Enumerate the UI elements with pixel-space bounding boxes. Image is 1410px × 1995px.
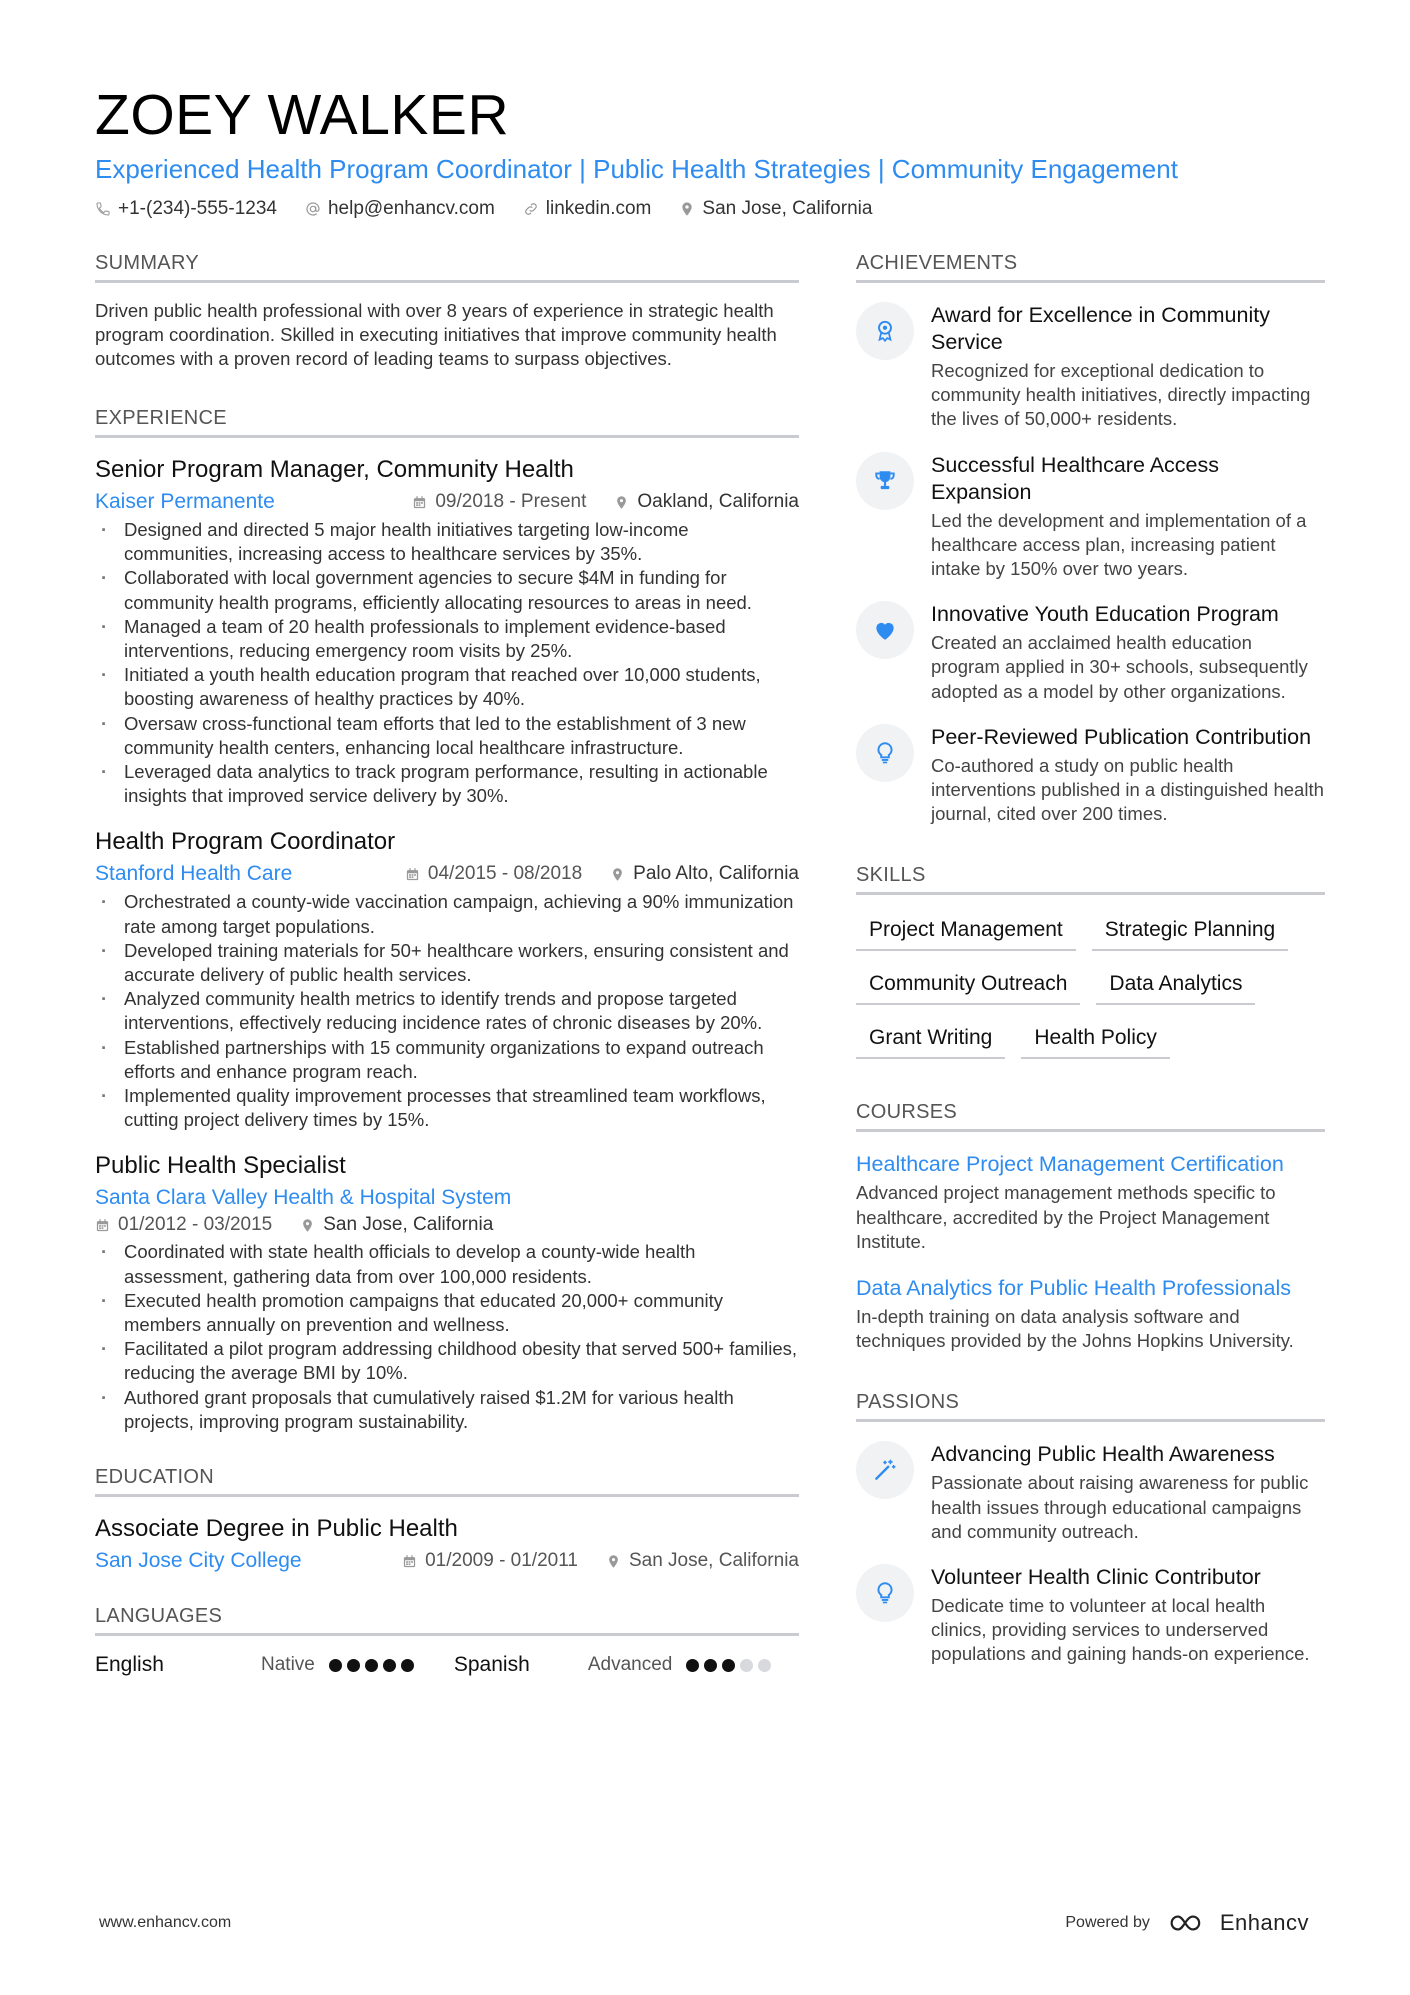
contact-linkedin[interactable] [523,196,652,222]
section-title: LANGUAGES [95,1603,799,1636]
achievement-body [931,452,1325,582]
job-meta [95,1184,799,1212]
education-dates-text: 01/2009 - 01/2011 [425,1550,578,1572]
location-pin-icon [610,867,625,882]
right-column [856,250,1325,1701]
bullet-item: · Collaborated with local government agencies to secure $4M in funding for community health programs, efficiently allocating resources to areas in need. [95,566,799,614]
education-meta [95,1547,799,1575]
languages-row [95,1650,799,1680]
language-name: English [95,1653,164,1677]
brand-name: Enhancv [1219,1910,1309,1935]
achievement-item [856,302,1325,432]
course-desc: Advanced project management methods specific to healthcare, accredited by the Project Management Institute. [856,1182,1276,1252]
award-icon [856,302,914,360]
phone-icon [95,201,111,217]
skill-tag: Project Management [856,913,1076,951]
job-dates-text: 04/2015 - 08/2018 [427,863,583,885]
job-title: Public Health Specialist [95,1152,346,1180]
calendar-icon [405,867,420,882]
job-entry [95,1150,799,1434]
contact-bar [95,196,1325,222]
bullet-item: · Developed training materials for 50+ healthcare workers, ensuring consistent and accurate delivery of public health services. [95,939,799,987]
enhancv-logo-icon [1168,1912,1212,1934]
section-title: PASSIONS [856,1389,1325,1422]
linkedin-text: linkedin.com [545,198,652,219]
course-desc: In-depth training on data analysis software and techniques provided by the Johns Hopkins University. [856,1306,1294,1352]
rating-dot-filled [347,1659,360,1672]
education-location [606,1547,799,1575]
contact-email[interactable] [305,196,495,222]
brand-logo[interactable] [1168,1910,1309,1936]
contact-location [679,196,872,222]
achievement-title: Award for Excellence in Community Service [931,303,1270,354]
job-location [610,860,799,888]
link-icon [523,201,539,217]
education-section [95,1464,799,1575]
passion-body [931,1441,1325,1544]
job-location [300,1212,493,1238]
section-title: SUMMARY [95,250,799,283]
job-dates [412,488,586,516]
powered-by [1065,1910,1309,1936]
page-footer [99,1910,1309,1936]
language-name: Spanish [453,1653,530,1677]
job-meta [95,860,799,888]
calendar-icon [412,495,427,510]
bullet-item: · Implemented quality improvement processes that streamlined team workflows, cutting project delivery times by 15%. [95,1084,799,1132]
section-title: EDUCATION [95,1464,799,1497]
passion-item [856,1441,1325,1544]
skill-tag: Strategic Planning [1092,913,1288,951]
job-meta-right [95,1212,799,1238]
courses-section [856,1099,1325,1353]
candidate-headline: Experienced Health Program Coordinator | Public Health Strategies | Community Engagement [95,154,1178,184]
achievement-item [856,724,1325,827]
job-title: Health Program Coordinator [95,828,396,856]
section-title: SKILLS [856,862,1325,895]
bullet-item: · Designed and directed 5 major health initiatives targeting low-income communities, increasing access to healthcare services by 35%. [95,518,799,566]
job-company: Kaiser Permanente [95,490,275,513]
job-location-text: Oakland, California [637,491,799,512]
achievement-desc: Recognized for exceptional dedication to community health initiatives, directly impacting the lives of 50,000+ residents. [931,360,1311,430]
job-bullets [95,890,799,1132]
rating-dot-empty [740,1659,753,1672]
bullet-item: · Leveraged data analytics to track program performance, resulting in actionable insights that improved service delivery by 30%. [95,760,799,808]
language-rating [329,1659,414,1672]
language-level: Advanced [587,1654,673,1676]
bullet-item: · Executed health promotion campaigns that educated 20,000+ community members annually on prevention and wellness. [95,1289,799,1337]
skill-tag: Community Outreach [856,967,1080,1005]
passion-desc: Passionate about raising awareness for public health issues through educational campaigns and community outreach. [931,1472,1309,1542]
calendar-icon [95,1218,110,1233]
skills-section [856,862,1325,1059]
job-location-text: Palo Alto, California [633,863,799,885]
achievement-title: Successful Healthcare Access Expansion [931,452,1219,504]
bullet-item: · Oversaw cross-functional team efforts that led to the establishment of 3 new community health centers, enhancing local healthcare infrastructure. [95,712,799,760]
job-company: Santa Clara Valley Health & Hospital System [95,1186,512,1210]
location-pin-icon [679,201,695,217]
languages-section [95,1603,799,1680]
achievement-desc: Co-authored a study on public health interventions published in a distinguished health journal, cited over 200 times. [931,754,1324,825]
rating-dot-empty [758,1659,771,1672]
job-title: Senior Program Manager, Community Health [95,456,574,483]
course-item [856,1150,1325,1254]
contact-phone[interactable] [95,196,277,222]
education-dates [402,1547,578,1575]
achievement-item [856,601,1325,704]
magic-wand-icon [856,1441,914,1499]
job-meta-right [412,488,799,516]
location-pin-icon [614,495,629,510]
rating-dot-filled [383,1659,396,1672]
location-text: San Jose, California [702,198,873,219]
email-text: help@enhancv.com [327,198,495,219]
job-entry [95,454,799,808]
rating-dot-filled [686,1659,699,1672]
section-title: EXPERIENCE [95,405,799,438]
passion-body [931,1564,1325,1667]
resume-header [95,82,1325,222]
job-bullets [95,1240,799,1434]
achievements-section [856,250,1325,826]
course-title: Data Analytics for Public Health Professionals [856,1276,1291,1301]
course-title: Healthcare Project Management Certification [856,1152,1284,1177]
achievement-title: Peer-Reviewed Publication Contribution [931,724,1312,749]
bullet-item: · Facilitated a pilot program addressing childhood obesity that served 500+ families, reducing the average BMI by 10%. [95,1337,799,1385]
bullet-item: · Initiated a youth health education program that reached over 10,000 students, boosting awareness of healthy practices by 40%. [95,663,799,711]
school-name: San Jose City College [95,1549,302,1573]
language-level: Native [261,1654,315,1676]
degree-title: Associate Degree in Public Health [95,1515,458,1543]
powered-by-label: Powered by [1065,1914,1150,1931]
education-location-text: San Jose, California [628,1550,799,1572]
location-pin-icon [606,1554,621,1569]
calendar-icon [402,1554,417,1569]
passions-section [856,1389,1325,1666]
heart-icon [856,601,914,659]
course-item [856,1274,1325,1353]
skill-tag: Grant Writing [856,1021,1005,1059]
bullet-item: · Established partnerships with 15 community organizations to expand outreach efforts and enhance program reach. [95,1036,799,1084]
achievement-body [931,601,1325,704]
passion-item [856,1564,1325,1667]
language-rating [686,1659,771,1672]
job-meta [95,488,799,516]
achievement-desc: Led the development and implementation of a healthcare access plan, increasing patient intake by 150% over two years. [931,509,1307,580]
job-bullets [95,518,799,808]
bullet-item: · Coordinated with state health officials to develop a county-wide health assessment, gathering data from over 100,000 residents. [95,1240,799,1288]
achievement-body [931,724,1325,827]
left-column [95,250,799,1714]
bullet-item: · Analyzed community health metrics to identify trends and propose targeted interventions, effectively reducing incidence rates of chronic diseases by 20%. [95,987,799,1035]
rating-dot-filled [365,1659,378,1672]
rating-dot-filled [401,1659,414,1672]
job-location [614,488,799,516]
skill-tag: Data Analytics [1096,967,1255,1005]
summary-section [95,250,799,371]
bullet-item: · Authored grant proposals that cumulatively raised $1.2M for various health projects, improving program sustainability. [95,1386,799,1434]
passion-title: Volunteer Health Clinic Contributor [931,1565,1261,1590]
job-dates-text: 01/2012 - 03/2015 [118,1214,273,1236]
education-entry [95,1513,799,1575]
job-dates [405,860,582,888]
lightbulb-icon [856,724,914,782]
job-dates [95,1212,272,1238]
trophy-icon [856,452,914,510]
rating-dot-filled [329,1659,342,1672]
location-pin-icon [300,1218,315,1233]
experience-section [95,405,799,1434]
footer-website[interactable]: www.enhancv.com [99,1914,232,1931]
education-meta-right [402,1547,799,1575]
achievement-body [931,302,1325,432]
bullet-item: · Orchestrated a county-wide vaccination campaign, achieving a 90% immunization rate among target populations. [95,890,799,938]
summary-text: Driven public health professional with over 8 years of experience in strategic health program coordination. Skilled in executing initiatives that improve community health outcomes with a proven record of leading teams to surpass objectives. [95,300,777,369]
job-meta-right [405,860,799,888]
achievement-item [856,452,1325,582]
job-location-text: San Jose, California [323,1214,494,1236]
job-entry [95,826,799,1132]
passion-desc: Dedicate time to volunteer at local health clinics, providing services to underserved populations and gaining hands-on experience. [931,1595,1310,1665]
at-icon [305,201,321,217]
rating-dot-filled [704,1659,717,1672]
section-title: COURSES [856,1099,1325,1132]
candidate-name: ZOEY WALKER [95,83,510,147]
lightbulb-icon [856,1564,914,1622]
passion-title: Advancing Public Health Awareness [931,1442,1275,1467]
achievement-title: Innovative Youth Education Program [931,602,1279,627]
bullet-item: · Managed a team of 20 health professionals to implement evidence-based interventions, reducing emergency room visits by 25%. [95,615,799,663]
skills-list [856,913,1325,1059]
achievement-desc: Created an acclaimed health education program applied in 30+ schools, subsequently adopted as a model by other organizations. [931,632,1308,702]
phone-text: +1-(234)-555-1234 [118,198,277,219]
job-dates-text: 09/2018 - Present [435,491,587,512]
section-title: ACHIEVEMENTS [856,250,1325,283]
job-company: Stanford Health Care [95,862,293,886]
skill-tag: Health Policy [1021,1021,1170,1059]
rating-dot-filled [722,1659,735,1672]
